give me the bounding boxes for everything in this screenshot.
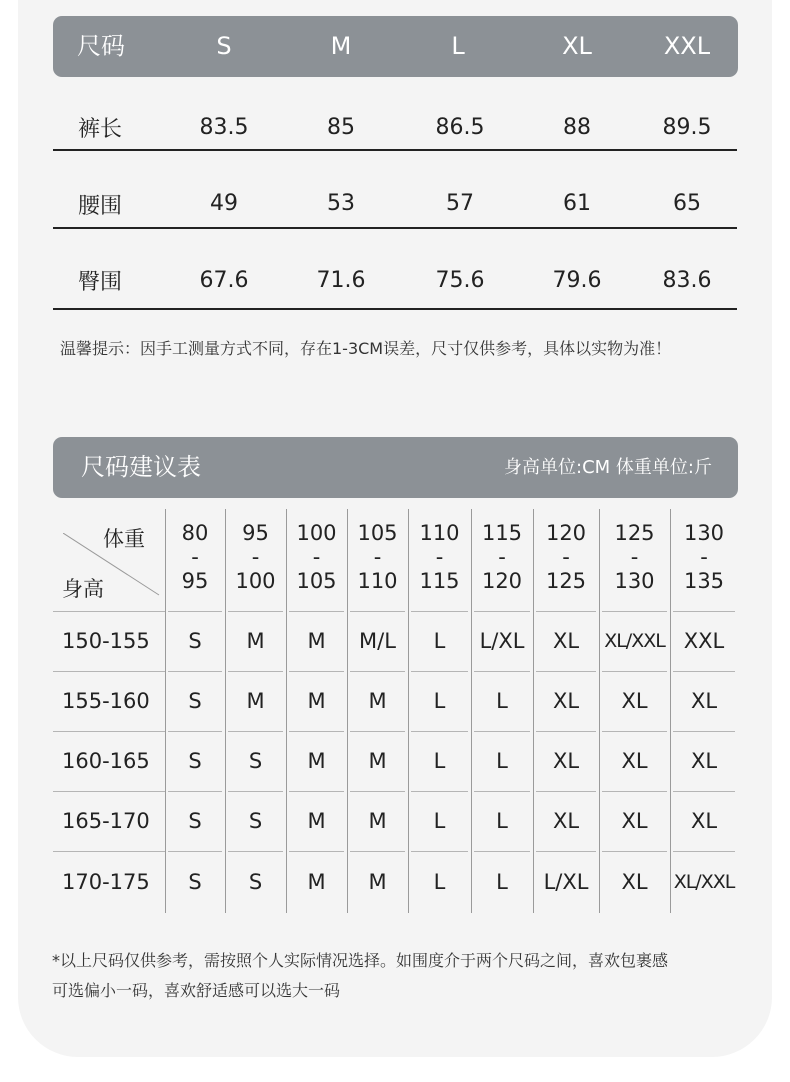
row-divider [53,227,737,229]
size-cell: M [368,809,387,833]
weight-range-from: 80 [181,521,209,545]
row-divider [53,308,737,310]
weight-range-header [536,521,596,593]
size-cell: XL [690,809,718,833]
size-cell: XL/XXL [604,630,665,652]
length-xxl: 89.5 [662,115,712,140]
weight-range-sep: - [312,545,321,569]
size-cell: XL [552,809,580,833]
length-m: 85 [327,115,355,140]
waist-s: 49 [210,191,238,216]
height-range-label: 160-165 [62,749,150,773]
hip-xxl: 83.6 [662,268,712,293]
hip-s: 67.6 [199,268,249,293]
size-cell: M [368,870,387,894]
size-cell: L [496,809,508,833]
weight-range-to: 105 [296,569,337,593]
size-cell: S [188,809,202,833]
weight-range-to: 95 [181,569,209,593]
weight-range-to: 135 [683,569,725,593]
weight-range-sep: - [191,545,199,569]
header-size-l: L [451,32,465,60]
size-cell: XL [621,689,648,713]
waist-xl: 61 [563,191,591,216]
recommend-grid [53,509,738,913]
size-cell: XL [690,689,718,713]
size-cell: S [188,749,202,773]
weight-range-to: 130 [614,569,655,593]
size-cell: S [188,870,202,894]
weight-range-to: 125 [545,569,587,593]
weight-range-header [287,521,347,593]
weight-range-header [410,521,470,593]
weight-range-header [674,521,734,593]
corner-height-label: 身高 [62,577,104,601]
size-table-header [53,16,738,77]
weight-range-to: 115 [419,569,460,593]
size-cell: XL [621,809,648,833]
size-cell: S [248,749,263,773]
size-cell: S [188,689,202,713]
row-label-length: 裤长 [78,117,123,142]
header-size-label: 尺码 [77,32,125,60]
weight-range-from: 100 [296,521,337,545]
hip-l: 75.6 [435,268,485,293]
size-cell: L [433,629,446,653]
size-cell: M [246,629,265,653]
size-cell: XL [621,870,648,894]
size-cell: M [246,689,265,713]
size-cell: XL [552,749,580,773]
size-cell: L [496,870,508,894]
size-cell: M [307,870,326,894]
length-s: 83.5 [199,115,249,140]
size-cell: L [433,749,446,773]
footnote-line-1: *以上尺码仅供参考，需按照个人实际情况选择。如围度介于两个尺码之间，喜欢包裹感 [52,951,669,970]
waist-l: 57 [446,191,474,216]
size-cell: XL [552,689,580,713]
size-cell: L [433,689,446,713]
height-range-label: 150-155 [62,629,150,653]
size-cell: M [307,689,326,713]
weight-range-from: 120 [545,521,587,545]
hip-m: 71.6 [316,268,366,293]
height-range-label: 170-175 [62,870,150,894]
weight-range-sep: - [562,545,570,569]
weight-range-header [348,521,408,593]
weight-range-header [605,521,665,593]
weight-range-sep: - [498,545,506,569]
size-cell: M [368,689,387,713]
size-cell: XXL [683,629,725,653]
row-label-waist: 腰围 [78,194,123,219]
weight-range-to: 110 [357,569,398,593]
size-cell: XL/XXL [673,871,735,893]
footnote-line-2: 可选偏小一码，喜欢舒适感可以选大一码 [52,981,341,1000]
weight-range-to: 100 [235,569,276,593]
length-l: 86.5 [435,115,485,140]
weight-range-sep: - [630,545,639,569]
size-cell: M [307,809,326,833]
hip-xl: 79.6 [552,268,602,293]
weight-range-from: 95 [242,521,269,545]
size-cell: L [433,870,446,894]
size-cell: S [188,629,202,653]
weight-range-sep: - [373,545,382,569]
recommend-title: 尺码建议表 [81,453,201,481]
weight-range-header [472,521,532,593]
row-divider [53,149,737,151]
corner-weight-label: 体重 [103,527,145,551]
size-cell: L [496,749,508,773]
size-cell: M/L [359,629,396,653]
weight-range-sep: - [700,545,708,569]
size-cell: L/XL [543,870,589,894]
weight-range-from: 105 [357,521,398,545]
weight-range-from: 110 [419,521,460,545]
header-size-s: S [216,32,232,60]
size-cell: M [368,749,387,773]
size-cell: S [248,809,263,833]
size-cell: L/XL [479,629,525,653]
weight-range-to: 120 [481,569,523,593]
measurement-tip: 温馨提示：因手工测量方式不同，存在1-3CM误差，尺寸仅供参考，具体以实物为准！ [60,339,672,358]
weight-range-from: 125 [614,521,655,545]
header-size-xl: XL [562,32,592,60]
header-size-xxl: XXL [663,32,711,60]
weight-range-header [226,521,286,593]
size-cell: M [307,629,326,653]
weight-range-sep: - [435,545,444,569]
size-cell: M [307,749,326,773]
length-xl: 88 [563,115,591,140]
weight-range-from: 115 [481,521,523,545]
size-cell: L [433,809,446,833]
size-cell: S [248,870,263,894]
size-cell: XL [552,629,580,653]
waist-m: 53 [327,191,355,216]
size-cell: XL [690,749,718,773]
height-range-label: 165-170 [62,809,150,833]
size-cell: L [496,689,508,713]
weight-range-from: 130 [683,521,725,545]
weight-range-sep: - [251,545,260,569]
row-label-hip: 臀围 [78,270,123,295]
size-cell: XL [621,749,648,773]
weight-range-header [165,521,225,593]
recommend-header [53,437,738,498]
recommend-units: 身高单位:CM 体重单位:斤 [504,457,712,478]
waist-xxl: 65 [673,191,701,216]
height-range-label: 155-160 [62,689,150,713]
header-size-m: M [330,32,352,60]
